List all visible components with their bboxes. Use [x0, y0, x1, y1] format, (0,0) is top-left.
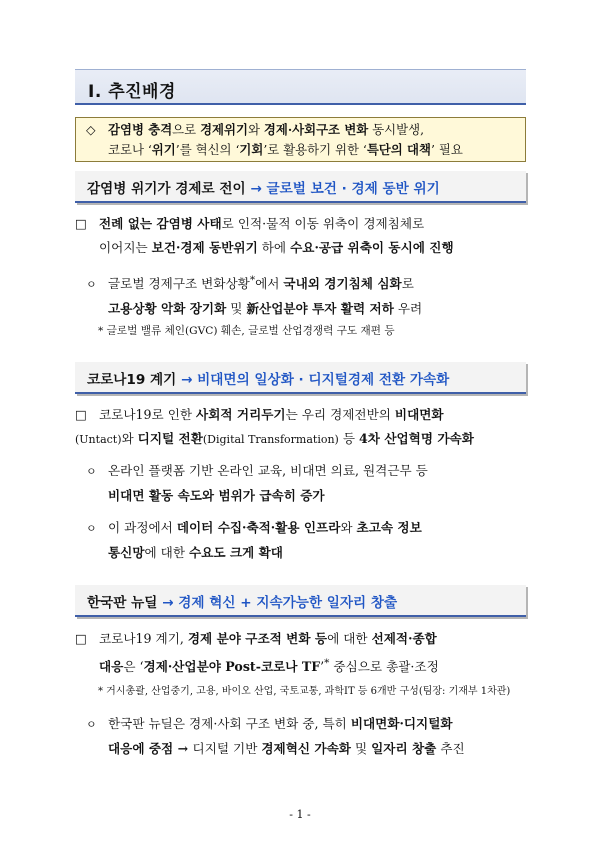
circle-bullet-icon: ㅇ — [86, 278, 97, 292]
section-heading-3: 한국판 뉴딜 → 경제 혁신 + 지속가능한 일자리 창출 — [75, 585, 526, 617]
section-3-footnote: * 거시총괄, 산업중기, 고용, 바이오 산업, 국토교통, 과학IT 등 6개반 구성(팀장: 기재부 1차관) — [98, 686, 511, 697]
section-1-sub-bullet: ㅇ 글로벌 경제구조 변화상황*에서 국내외 경기침체 심화로 고용상황 악화 장기화 및 新산업분야 투자 활력 저하 우려 — [86, 274, 423, 317]
diamond-icon: ◇ — [86, 122, 96, 137]
section-2-main-bullet: □ 코로나19로 인한 사회적 거리두기는 우리 경제전반의 비대면화 (Untact)와 디지털 전환(Digital Transformation) 등 4차 산업혁명 가속화 — [75, 403, 545, 452]
section-heading-2: 코로나19 계기 → 비대면의 일상화 · 디지털경제 전환 가속화 — [75, 362, 526, 394]
summary-box — [75, 117, 526, 162]
circle-bullet-icon: ㅇ — [86, 718, 97, 731]
chapter-title: Ⅰ. 추진배경 — [88, 82, 176, 102]
section-3-sub-bullet: ㅇ 한국판 뉴딜은 경제·사회 구조 변화 중, 특히 비대면화·디지털화 대응에 중점 → 디지털 기반 경제혁신 가속화 및 일자리 창출 추진 — [86, 712, 548, 761]
circle-bullet-icon: ㅇ — [86, 465, 97, 478]
square-bullet-icon: □ — [75, 216, 87, 231]
circle-bullet-icon: ㅇ — [86, 522, 97, 535]
section-1-main-bullet: □ 전례 없는 감염병 사태로 인적·물적 이동 위축이 경제침체로 이어지는 보건·경제 동반위기 하에 수요·공급 위축이 동시에 진행 — [75, 212, 545, 260]
section-1-footnote: * 글로벌 밸류 체인(GVC) 훼손, 글로벌 산업경쟁력 구도 재편 등 — [98, 325, 395, 337]
square-bullet-icon: □ — [75, 631, 87, 646]
summary-line-2: 코로나 ‘위기’를 혁신의 ‘기회’로 활용하기 위한 ‘특단의 대책’ 필요 — [108, 142, 463, 157]
section-3-main-bullet: □ 코로나19 계기, 경제 분야 구조적 변화 등에 대한 선제적·종합 대응은 ‘경제·산업분야 Post-코로나 TF’* 중심으로 총괄·조정 — [75, 627, 545, 679]
chapter-title-bar — [75, 69, 526, 105]
square-bullet-icon: □ — [75, 407, 87, 422]
page-number: - 1 - — [289, 808, 311, 821]
summary-line-1: ◇ 감염병 충격으로 경제위기와 경제·사회구조 변화 동시발생, — [86, 120, 525, 140]
section-heading-1: 감염병 위기가 경제로 전이 → 글로벌 보건 · 경제 동반 위기 — [75, 171, 526, 203]
section-2-sub-bullet-2: ㅇ 이 과정에서 데이터 수집·축적·활용 인프라와 초고속 정보 통신망에 대한 수요도 크게 확대 — [86, 516, 548, 565]
section-2-sub-bullet-1: ㅇ 온라인 플랫폼 기반 온라인 교육, 비대면 의료, 원격근무 등 비대면 활동 속도와 범위가 급속히 증가 — [86, 459, 548, 508]
